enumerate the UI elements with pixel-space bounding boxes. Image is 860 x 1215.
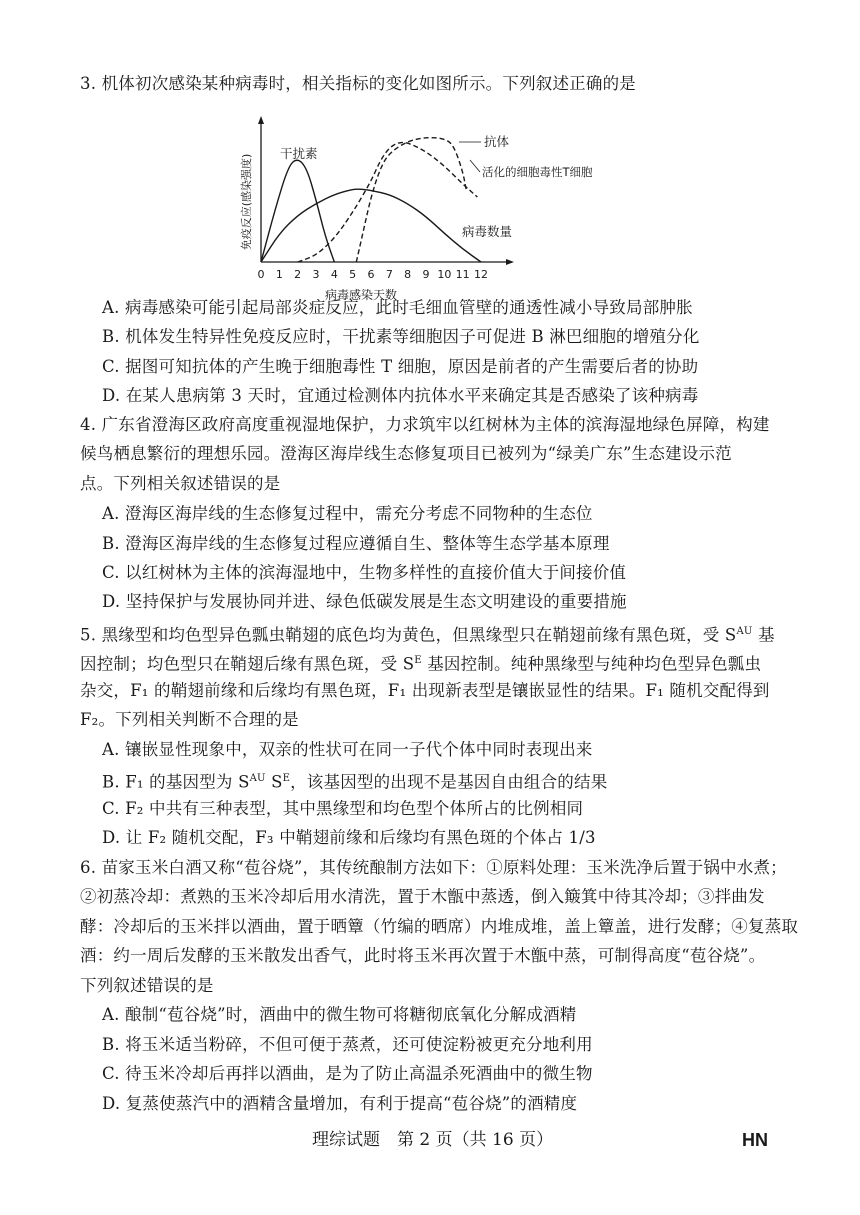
y-axis-arrow <box>258 116 264 124</box>
region-code: HN <box>742 1130 768 1150</box>
question-6-stem-line-4: 酒：约一周后发酵的玉米散发出香气，此时将玉米再次置于木甑中蒸，可制得高度“苞谷烧”。 <box>80 946 766 965</box>
series-label-interferon: 干扰素 <box>280 146 318 161</box>
question-6-option-b: B. 将玉米适当粉碎，不但可便于蒸煮，还可使淀粉被更充分地利用 <box>102 1035 593 1054</box>
question-5-option-a: A. 镶嵌显性现象中，双亲的性状可在同一子代个体中同时表现出来 <box>102 740 593 759</box>
series-line-2 <box>356 138 466 262</box>
question-3-stem: 3. 机体初次感染某种病毒时，相关指标的变化如图所示。下列叙述正确的是 <box>80 74 636 93</box>
question-6-stem-line-2: ②初蒸冷却：煮熟的玉米冷却后用水清洗，置于木甑中蒸透，倒入簸箕中待其冷却；③拌曲发 <box>80 887 765 906</box>
y-axis-label: 免疫反应(感染强度) <box>240 153 253 251</box>
x-tick-label: 8 <box>404 268 412 281</box>
question-6-stem-line-3: 酵：冷却后的玉米拌以酒曲，置于晒簟（竹编的晒席）内堆成堆，盖上簟盖，进行发酵；④复蒸取 <box>80 917 799 936</box>
question-6-stem-line-1: 6. 苗家玉米白酒又称“苞谷烧”，其传统酿制方法如下：①原料处理：玉米洗净后置于锅中水煮； <box>80 858 787 877</box>
x-tick-label: 0 <box>257 268 265 281</box>
series-line-3 <box>298 142 478 262</box>
question-6-option-d: D. 复蒸使蒸汽中的酒精含量增加，有利于提高“苞谷烧”的酒精度 <box>102 1094 578 1113</box>
x-tick-label: 11 <box>455 268 470 281</box>
question-6-option-c: C. 待玉米冷却后再拌以酒曲，是为了防止高温杀死酒曲中的微生物 <box>102 1064 593 1083</box>
x-tick-label: 1 <box>275 268 283 281</box>
question-5-option-b: B. F₁ 的基因型为 $S^{AU}$ $S^E$，该基因型的出现不是基因自由组合的结果 <box>102 772 608 792</box>
question-4-stem-line-1: 4. 广东省澄海区政府高度重视湿地保护，力求筑牢以红树林为主体的滨海湿地绿色屏障，构建 <box>80 415 770 434</box>
question-6-option-a: A. 酿制“苞谷烧”时，酒曲中的微生物可将糖彻底氧化分解成酒精 <box>102 1005 577 1024</box>
question-5-stem-line-1: 5. 黑缘型和均色型异色瓢虫鞘翅的底色均为黄色，但黑缘型只在鞘翅前缘有黑色斑，受 $S^{AU}$ 基 <box>80 625 775 645</box>
question-4-option-d: D. 坚持保护与发展协同并进、绿色低碳发展是生态文明建设的重要措施 <box>102 592 627 611</box>
x-tick-label: 3 <box>312 268 320 281</box>
series-line-0 <box>261 160 334 262</box>
question-5-stem-line-4: F₂。下列相关判断不合理的是 <box>80 710 299 729</box>
x-tick-label: 4 <box>330 268 338 281</box>
question-5-option-d: D. 让 F₂ 随机交配，F₃ 中鞘翅前缘和后缘均有黑色斑的个体占 1/3 <box>102 828 596 847</box>
question-3-option-c: C. 据图可知抗体的产生晚于细胞毒性 T 细胞，原因是前者的产生需要后者的协助 <box>102 357 699 376</box>
question-3-option-d: D. 在某人患病第 3 天时，宜通过检测体内抗体水平来确定其是否感染了该种病毒 <box>102 386 699 405</box>
x-axis-arrow <box>506 259 514 265</box>
chart-svg <box>230 112 593 312</box>
x-tick-label: 10 <box>437 268 452 281</box>
question-3-option-a: A. 病毒感染可能引起局部炎症反应，此时毛细血管壁的通透性减小导致局部肿胀 <box>102 298 693 317</box>
series-label-virus: 病毒数量 <box>462 224 513 239</box>
x-tick-label: 2 <box>294 268 302 281</box>
series-label-antibody: 抗体 <box>484 134 510 149</box>
x-axis-label: 病毒感染天数 <box>324 288 398 302</box>
page-footer: 理综试题 第 2 页（共 16 页） <box>312 1130 554 1150</box>
x-tick-label: 6 <box>367 268 375 281</box>
leader-tcell <box>470 160 480 172</box>
question-4-option-b: B. 澄海区海岸线的生态修复过程应遵循自生、整体等生态学基本原理 <box>102 534 610 553</box>
x-tick-label: 5 <box>349 268 357 281</box>
series-line-1 <box>261 189 481 262</box>
x-tick-labels <box>258 268 489 281</box>
x-tick-label: 12 <box>474 268 488 281</box>
question-4-option-c: C. 以红树林为主体的滨海湿地中，生物多样性的直接价值大于间接价值 <box>102 563 627 582</box>
question-4-stem-line-3: 点。下列相关叙述错误的是 <box>80 474 281 493</box>
x-tick-label: 9 <box>422 268 430 281</box>
series-label-tcell: 活化的细胞毒性T细胞 <box>482 165 593 179</box>
question-5-stem-line-2: 因控制；均色型只在鞘翅后缘有黑色斑，受 $S^E$ 基因控制。纯种黑缘型与纯种均色型异色瓢虫 <box>80 654 762 674</box>
x-tick-label: 7 <box>385 268 393 281</box>
question-4-option-a: A. 澄海区海岸线的生态修复过程中，需充分考虑不同物种的生态位 <box>102 504 593 523</box>
question-5-option-c: C. F₂ 中共有三种表型，其中黑缘型和均色型个体所占的比例相同 <box>102 799 584 818</box>
question-3-option-b: B. 机体发生特异性免疫反应时，干扰素等细胞因子可促进 B 淋巴细胞的增殖分化 <box>102 327 700 346</box>
question-4-stem-line-2: 候鸟栖息繁衍的理想乐园。澄海区海岸线生态修复项目已被列为“绿美广东”生态建设示范 <box>80 444 732 463</box>
immune-response-chart <box>230 112 593 312</box>
question-6-stem-line-5: 下列叙述错误的是 <box>80 976 214 995</box>
question-5-stem-line-3: 杂交，F₁ 的鞘翅前缘和后缘均有黑色斑，F₁ 出现新表型是镶嵌显性的结果。F₁ 随机交配得到 <box>80 681 770 700</box>
